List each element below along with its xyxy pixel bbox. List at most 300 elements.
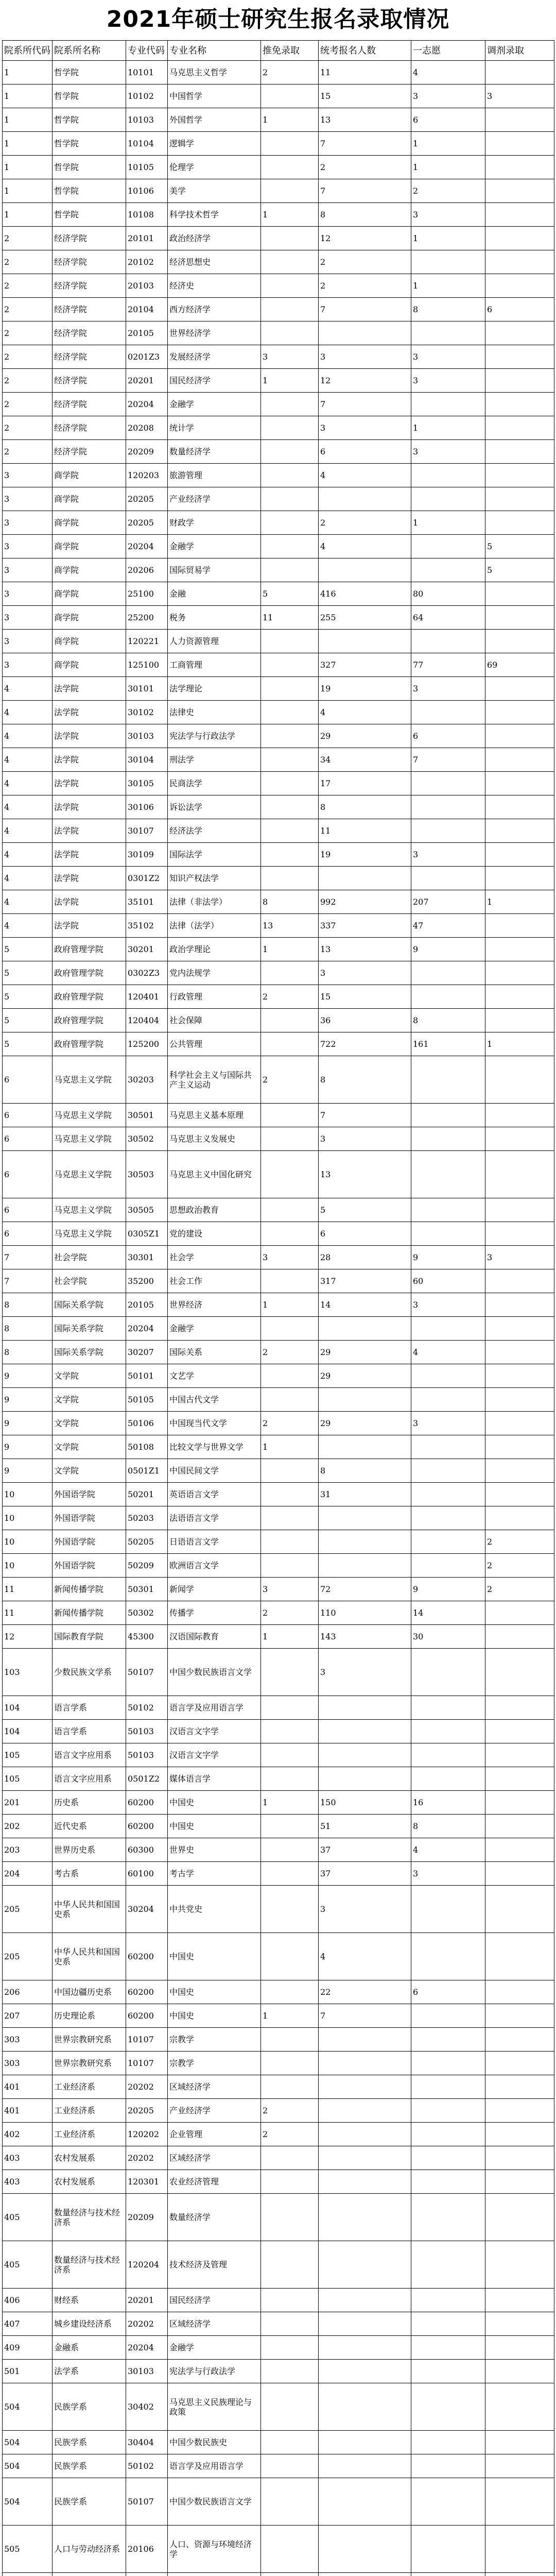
cell-first-choice: 1 <box>411 511 485 535</box>
cell-major-name: 社会工作 <box>168 1269 261 1293</box>
cell-major-name: 发展经济学 <box>168 345 261 369</box>
cell-first-choice: 4 <box>411 1341 485 1364</box>
table-row <box>3 2052 554 2075</box>
cell-recommended <box>261 2454 319 2478</box>
cell-first-choice <box>411 1743 485 1767</box>
cell-major-code: 30105 <box>126 772 168 795</box>
cell-major-code: 60300 <box>126 1838 168 1862</box>
cell-first-choice <box>411 985 485 1009</box>
cell-major-name: 欧洲语言文学 <box>168 1554 261 1578</box>
cell-dept-code: 10 <box>3 1530 53 1554</box>
cell-major-code: 60200 <box>126 1980 168 2004</box>
cell-exam-applicants <box>319 1743 411 1767</box>
table-row <box>3 1222 554 1246</box>
cell-transfer <box>485 1506 554 1530</box>
cell-first-choice <box>411 2241 485 2289</box>
table-row <box>3 416 554 440</box>
table-header <box>3 41 554 61</box>
cell-major-name: 法语语言文学 <box>168 1506 261 1530</box>
cell-recommended <box>261 2170 319 2194</box>
table-row <box>3 1269 554 1293</box>
cell-exam-applicants: 4 <box>319 701 411 724</box>
cell-dept-name: 哲学院 <box>53 179 126 203</box>
cell-recommended <box>261 1838 319 1862</box>
cell-transfer <box>485 1056 554 1104</box>
cell-recommended <box>261 630 319 653</box>
cell-first-choice <box>411 1530 485 1554</box>
cell-exam-applicants: 15 <box>319 985 411 1009</box>
header-row <box>3 41 554 61</box>
cell-transfer <box>485 772 554 795</box>
cell-recommended: 1 <box>261 369 319 393</box>
cell-exam-applicants: 19 <box>319 843 411 867</box>
table-row <box>3 1009 554 1032</box>
cell-major-name: 法学理论 <box>168 677 261 701</box>
cell-major-name: 马克思主义民族理论与政策 <box>168 2383 261 2431</box>
cell-dept-code: 401 <box>3 2075 53 2099</box>
cell-recommended <box>261 1459 319 1483</box>
cell-recommended <box>261 440 319 464</box>
cell-exam-applicants: 12 <box>319 227 411 250</box>
cell-dept-code: 104 <box>3 1696 53 1720</box>
cell-dept-code: 3 <box>3 558 53 582</box>
cell-first-choice <box>411 701 485 724</box>
cell-dept-name: 法学院 <box>53 677 126 701</box>
cell-major-code: 35101 <box>126 890 168 914</box>
cell-first-choice <box>411 1222 485 1246</box>
table-row <box>3 1530 554 1554</box>
cell-transfer <box>485 2075 554 2099</box>
cell-major-name: 美学 <box>168 179 261 203</box>
cell-dept-code: 9 <box>3 1388 53 1412</box>
cell-first-choice <box>411 2123 485 2146</box>
cell-dept-code: 104 <box>3 1720 53 1743</box>
cell-major-code: 20202 <box>126 2312 168 2336</box>
cell-dept-name: 世界历史系 <box>53 1838 126 1862</box>
cell-major-name: 法律史 <box>168 701 261 724</box>
cell-dept-name: 民族学系 <box>53 2478 126 2526</box>
cell-first-choice: 80 <box>411 582 485 606</box>
cell-exam-applicants <box>319 2383 411 2431</box>
cell-first-choice <box>411 795 485 819</box>
cell-transfer <box>485 2146 554 2170</box>
cell-major-name: 伦理学 <box>168 156 261 179</box>
table-row <box>3 1696 554 1720</box>
cell-dept-name: 法学院 <box>53 819 126 843</box>
cell-major-name: 中国史 <box>168 1980 261 2004</box>
cell-dept-code: 8 <box>3 1341 53 1364</box>
cell-major-code: 35200 <box>126 1269 168 1293</box>
cell-transfer <box>485 819 554 843</box>
cell-major-code: 20103 <box>126 274 168 298</box>
table-row <box>3 1649 554 1696</box>
cell-major-name: 区域经济学 <box>168 2075 261 2099</box>
cell-major-name: 农业经济管理 <box>168 2170 261 2194</box>
cell-exam-applicants <box>319 558 411 582</box>
cell-major-code: 120202 <box>126 2123 168 2146</box>
cell-major-code: 20206 <box>126 558 168 582</box>
cell-first-choice <box>411 1317 485 1341</box>
cell-exam-applicants: 5 <box>319 1198 411 1222</box>
cell-major-name: 汉语言文字学 <box>168 1743 261 1767</box>
cell-dept-name: 马克思主义学院 <box>53 1056 126 1104</box>
cell-first-choice: 9 <box>411 938 485 961</box>
cell-transfer <box>485 1886 554 1933</box>
cell-transfer <box>485 393 554 416</box>
cell-transfer <box>485 416 554 440</box>
cell-dept-code: 8 <box>3 1317 53 1341</box>
cell-major-code: 10102 <box>126 84 168 108</box>
cell-major-code: 20205 <box>126 487 168 511</box>
cell-major-name: 英语语言文学 <box>168 1483 261 1506</box>
cell-first-choice <box>411 1056 485 1104</box>
cell-major-code: 30109 <box>126 843 168 867</box>
cell-major-name: 民商法学 <box>168 772 261 795</box>
table-row <box>3 630 554 653</box>
cell-recommended <box>261 2431 319 2454</box>
cell-transfer <box>485 440 554 464</box>
table-row <box>3 1720 554 1743</box>
cell-first-choice: 47 <box>411 914 485 938</box>
table-row <box>3 535 554 558</box>
cell-dept-code: 2 <box>3 416 53 440</box>
cell-transfer <box>485 2360 554 2383</box>
cell-recommended <box>261 2312 319 2336</box>
cell-major-code: 30101 <box>126 677 168 701</box>
cell-transfer <box>485 1625 554 1649</box>
cell-dept-name: 商学院 <box>53 511 126 535</box>
cell-dept-code: 505 <box>3 2526 53 2573</box>
cell-dept-code: 205 <box>3 1933 53 1980</box>
table-row <box>3 1317 554 1341</box>
cell-first-choice: 6 <box>411 724 485 748</box>
header-transfer: 调剂录取 <box>485 41 554 61</box>
cell-dept-name: 外国语学院 <box>53 1506 126 1530</box>
cell-transfer <box>485 132 554 156</box>
cell-recommended <box>261 2526 319 2573</box>
cell-exam-applicants <box>319 1720 411 1743</box>
cell-transfer <box>485 2478 554 2526</box>
cell-first-choice <box>411 1886 485 1933</box>
cell-recommended: 3 <box>261 1246 319 1269</box>
cell-dept-code: 6 <box>3 1056 53 1104</box>
cell-dept-code: 2 <box>3 227 53 250</box>
table-row <box>3 985 554 1009</box>
cell-dept-code: 9 <box>3 1364 53 1388</box>
cell-exam-applicants: 8 <box>319 1056 411 1104</box>
cell-recommended <box>261 2289 319 2312</box>
cell-dept-name: 法学院 <box>53 914 126 938</box>
cell-major-name: 中国现当代文学 <box>168 1412 261 1435</box>
cell-major-name: 企业管理 <box>168 2123 261 2146</box>
cell-exam-applicants: 29 <box>319 1364 411 1388</box>
cell-major-code: 50301 <box>126 1578 168 1601</box>
cell-exam-applicants <box>319 1767 411 1791</box>
cell-transfer <box>485 274 554 298</box>
cell-dept-code: 103 <box>3 1649 53 1696</box>
cell-major-name: 汉语言文字学 <box>168 1720 261 1743</box>
cell-first-choice: 16 <box>411 1791 485 1815</box>
cell-dept-name: 少数民族文学系 <box>53 1649 126 1696</box>
cell-major-code: 25100 <box>126 582 168 606</box>
cell-first-choice: 1 <box>411 416 485 440</box>
cell-major-code: 120221 <box>126 630 168 653</box>
cell-transfer <box>485 345 554 369</box>
cell-exam-applicants: 37 <box>319 1862 411 1886</box>
cell-exam-applicants: 29 <box>319 1341 411 1364</box>
cell-recommended <box>261 701 319 724</box>
cell-dept-code: 9 <box>3 1435 53 1459</box>
cell-recommended <box>261 724 319 748</box>
cell-first-choice <box>411 487 485 511</box>
cell-recommended <box>261 321 319 345</box>
cell-first-choice: 6 <box>411 108 485 132</box>
cell-first-choice <box>411 961 485 985</box>
cell-transfer <box>485 1743 554 1767</box>
cell-major-name: 法律（法学） <box>168 914 261 938</box>
table-row <box>3 701 554 724</box>
cell-exam-applicants <box>319 2052 411 2075</box>
cell-transfer <box>485 2526 554 2573</box>
cell-transfer <box>485 487 554 511</box>
cell-major-code: 125100 <box>126 653 168 677</box>
cell-first-choice <box>411 2170 485 2194</box>
cell-major-code: 25200 <box>126 606 168 630</box>
cell-first-choice <box>411 2052 485 2075</box>
cell-dept-code: 6 <box>3 1104 53 1127</box>
cell-dept-code: 4 <box>3 701 53 724</box>
cell-exam-applicants: 29 <box>319 724 411 748</box>
table-row <box>3 1980 554 2004</box>
cell-recommended <box>261 1127 319 1151</box>
cell-exam-applicants: 150 <box>319 1791 411 1815</box>
table-row <box>3 1578 554 1601</box>
cell-major-name: 日语语言文学 <box>168 1530 261 1554</box>
cell-recommended <box>261 1649 319 1696</box>
cell-recommended <box>261 2241 319 2289</box>
cell-transfer <box>485 1791 554 1815</box>
cell-dept-code: 7 <box>3 1246 53 1269</box>
cell-recommended <box>261 843 319 867</box>
cell-dept-code: 3 <box>3 487 53 511</box>
cell-dept-name: 法学院 <box>53 772 126 795</box>
cell-dept-name: 经济学院 <box>53 345 126 369</box>
cell-dept-code: 1 <box>3 203 53 227</box>
table-row <box>3 2075 554 2099</box>
cell-dept-name: 哲学院 <box>53 132 126 156</box>
cell-first-choice: 30 <box>411 1625 485 1649</box>
cell-transfer <box>485 2431 554 2454</box>
cell-dept-code: 501 <box>3 2360 53 2383</box>
cell-recommended <box>261 558 319 582</box>
cell-major-code: 30301 <box>126 1246 168 1269</box>
cell-recommended <box>261 1862 319 1886</box>
cell-recommended: 2 <box>261 2099 319 2123</box>
cell-exam-applicants: 72 <box>319 1578 411 1601</box>
cell-recommended <box>261 748 319 772</box>
cell-first-choice: 6 <box>411 1980 485 2004</box>
cell-exam-applicants <box>319 2075 411 2099</box>
cell-exam-applicants <box>319 1696 411 1720</box>
cell-exam-applicants: 11 <box>319 819 411 843</box>
cell-transfer <box>485 2004 554 2028</box>
cell-exam-applicants: 31 <box>319 1483 411 1506</box>
cell-transfer <box>485 1459 554 1483</box>
cell-dept-code: 402 <box>3 2123 53 2146</box>
cell-dept-code: 1 <box>3 179 53 203</box>
cell-dept-name: 历史系 <box>53 1791 126 1815</box>
cell-dept-code: 4 <box>3 724 53 748</box>
cell-major-code: 50102 <box>126 1696 168 1720</box>
cell-dept-name: 外国语学院 <box>53 1483 126 1506</box>
cell-major-name: 诉讼法学 <box>168 795 261 819</box>
cell-transfer <box>485 2383 554 2431</box>
cell-first-choice <box>411 393 485 416</box>
cell-dept-name: 中国边疆历史系 <box>53 1980 126 2004</box>
cell-major-name: 统计学 <box>168 416 261 440</box>
cell-exam-applicants: 3 <box>319 1649 411 1696</box>
table-row <box>3 2312 554 2336</box>
cell-transfer: 3 <box>485 1246 554 1269</box>
table-row <box>3 1388 554 1412</box>
table-row <box>3 653 554 677</box>
cell-recommended <box>261 416 319 440</box>
cell-dept-name: 商学院 <box>53 653 126 677</box>
cell-dept-name: 农村发展系 <box>53 2146 126 2170</box>
table-row <box>3 2241 554 2289</box>
cell-exam-applicants: 3 <box>319 416 411 440</box>
cell-major-name: 政治学理论 <box>168 938 261 961</box>
cell-recommended: 5 <box>261 582 319 606</box>
cell-recommended <box>261 2383 319 2431</box>
cell-dept-code: 12 <box>3 1625 53 1649</box>
table-row <box>3 1862 554 1886</box>
cell-dept-name: 国际关系学院 <box>53 1317 126 1341</box>
cell-dept-name: 法学院 <box>53 701 126 724</box>
cell-dept-code: 10 <box>3 1506 53 1530</box>
cell-dept-code: 403 <box>3 2146 53 2170</box>
cell-first-choice <box>411 2454 485 2478</box>
cell-major-code <box>126 2573 168 2576</box>
cell-dept-code: 205 <box>3 1886 53 1933</box>
cell-recommended <box>261 464 319 487</box>
cell-major-name: 考古学 <box>168 1862 261 1886</box>
cell-first-choice: 4 <box>411 1838 485 1862</box>
cell-dept-code: 206 <box>3 1980 53 2004</box>
cell-dept-code: 9 <box>3 1459 53 1483</box>
cell-dept-name: 语言文字应用系 <box>53 1767 126 1791</box>
cell-first-choice <box>411 1364 485 1388</box>
cell-first-choice <box>411 2289 485 2312</box>
cell-transfer <box>485 1933 554 1980</box>
cell-dept-name: 经济学院 <box>53 298 126 321</box>
cell-first-choice <box>411 2383 485 2431</box>
cell-first-choice <box>411 867 485 890</box>
cell-transfer <box>485 203 554 227</box>
cell-exam-applicants: 17 <box>319 772 411 795</box>
cell-recommended: 2 <box>261 1412 319 1435</box>
cell-dept-name: 民族学系 <box>53 2454 126 2478</box>
cell-major-name: 产业经济学 <box>168 2099 261 2123</box>
cell-major-name: 中国少数民族语言文学 <box>168 2478 261 2526</box>
cell-major-code: 10104 <box>126 132 168 156</box>
cell-transfer <box>485 795 554 819</box>
cell-major-code: 20208 <box>126 416 168 440</box>
table-row <box>3 1791 554 1815</box>
cell-major-code: 60200 <box>126 1791 168 1815</box>
cell-major-name: 科学技术哲学 <box>168 203 261 227</box>
cell-major-code: 50201 <box>126 1483 168 1506</box>
cell-major-code: 20101 <box>126 227 168 250</box>
cell-major-name: 世界经济学 <box>168 321 261 345</box>
cell-recommended <box>261 1483 319 1506</box>
cell-first-choice: 3 <box>411 345 485 369</box>
cell-major-name: 经济法学 <box>168 819 261 843</box>
cell-first-choice: 8 <box>411 298 485 321</box>
cell-major-name: 党内法规学 <box>168 961 261 985</box>
cell-major-name: 语言学及应用语言学 <box>168 1696 261 1720</box>
cell-exam-applicants <box>319 2289 411 2312</box>
cell-major-name: 人力资源管理 <box>168 630 261 653</box>
table-row <box>3 2454 554 2478</box>
cell-dept-name: 城乡建设经济系 <box>53 2312 126 2336</box>
cell-dept-name: 文学院 <box>53 1412 126 1435</box>
table-row <box>3 1483 554 1506</box>
cell-first-choice <box>411 2004 485 2028</box>
table-row <box>3 274 554 298</box>
cell-dept-name: 哲学院 <box>53 84 126 108</box>
cell-major-name: 传播学 <box>168 1601 261 1625</box>
table-row <box>3 961 554 985</box>
cell-dept-code: 5 <box>3 961 53 985</box>
cell-major-code: 120301 <box>126 2170 168 2194</box>
cell-major-name: 技术经济及管理 <box>168 2241 261 2289</box>
cell-transfer <box>485 843 554 867</box>
cell-dept-name: 数量经济与技术经济系 <box>53 2241 126 2289</box>
cell-recommended <box>261 250 319 274</box>
cell-dept-name: 外国语学院 <box>53 1554 126 1578</box>
cell-dept-code: 504 <box>3 2478 53 2526</box>
cell-dept-code: 1 <box>3 108 53 132</box>
cell-transfer <box>485 1815 554 1838</box>
table-row <box>3 156 554 179</box>
cell-major-code: 20205 <box>126 511 168 535</box>
table-row <box>3 2573 554 2576</box>
cell-exam-applicants: 8 <box>319 1459 411 1483</box>
cell-recommended <box>261 1554 319 1578</box>
cell-dept-code: 2 <box>3 298 53 321</box>
cell-first-choice <box>411 535 485 558</box>
cell-dept-name: 商学院 <box>53 582 126 606</box>
cell-major-name: 国际贸易学 <box>168 558 261 582</box>
table-row <box>3 179 554 203</box>
table-row <box>3 558 554 582</box>
cell-major-name: 比较文学与世界文学 <box>168 1435 261 1459</box>
cell-first-choice <box>411 2099 485 2123</box>
cell-dept-code: 3 <box>3 653 53 677</box>
cell-exam-applicants: 2 <box>319 156 411 179</box>
cell-recommended <box>261 1198 319 1222</box>
cell-exam-applicants: 6 <box>319 1222 411 1246</box>
cell-transfer <box>485 914 554 938</box>
cell-major-name: 思想政治教育 <box>168 1198 261 1222</box>
cell-major-code: 20209 <box>126 2194 168 2241</box>
cell-recommended: 2 <box>261 985 319 1009</box>
cell-first-choice: 2 <box>411 179 485 203</box>
cell-major-name: 金融 <box>168 582 261 606</box>
cell-dept-name: 民族学系 <box>53 2431 126 2454</box>
cell-recommended: 1 <box>261 1791 319 1815</box>
